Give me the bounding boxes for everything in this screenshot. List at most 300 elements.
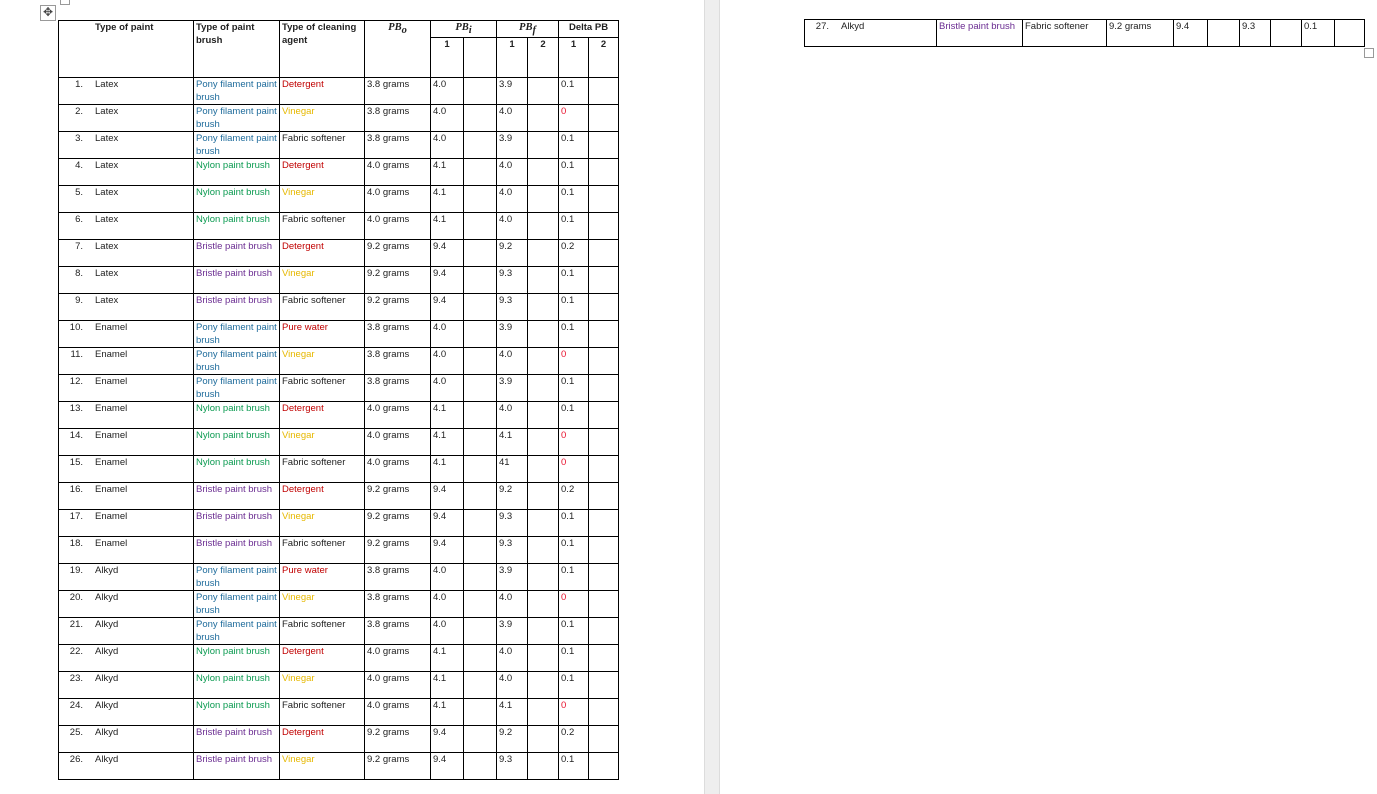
resize-square-icon[interactable]	[1364, 48, 1374, 58]
cell-pb-o: 4.0 grams	[365, 212, 431, 239]
cell-cleaning-agent: Fabric softener	[280, 617, 365, 644]
cell-delta-1: 0	[559, 590, 589, 617]
table-row	[59, 590, 619, 617]
cell-pb-f-1: 9.3	[497, 509, 528, 536]
cell-pb-i-1: 4.0	[431, 320, 464, 347]
cell-pb-f-2	[528, 266, 559, 293]
cell-cleaning-agent: Fabric softener	[280, 698, 365, 725]
table-row	[59, 509, 619, 536]
cell-pb-i-2	[464, 347, 497, 374]
move-arrows-icon[interactable]: ✥	[40, 5, 56, 21]
cell-pb-i-1: 9.4	[431, 536, 464, 563]
cell-brush-type: Bristle paint brush	[194, 293, 280, 320]
cell-pb-f-2	[528, 320, 559, 347]
cell-paint-type	[59, 428, 194, 455]
cell-delta-1: 0	[559, 347, 589, 374]
cell-pb-i-1: 4.1	[431, 455, 464, 482]
cell-pb-i-1: 4.1	[431, 401, 464, 428]
header-pb-f-1: 1	[497, 37, 528, 77]
cell-paint-type	[59, 671, 194, 698]
cell-pb-o: 9.2 grams	[365, 293, 431, 320]
paint-type-label: Alkyd	[95, 753, 119, 765]
page-separator	[704, 0, 720, 794]
cell-paint-type	[805, 20, 937, 47]
cell-brush-type: Pony filament paint brush	[194, 77, 280, 104]
header-pb-o: $PB_o$	[365, 21, 431, 78]
cell-pb-i-1: 4.0	[431, 77, 464, 104]
cell-pb-i-1: 4.1	[431, 671, 464, 698]
table-row	[59, 158, 619, 185]
cell-pb-o: 3.8 grams	[365, 617, 431, 644]
row-number: 17.	[69, 510, 83, 522]
cell-pb-f-1: 4.0	[497, 401, 528, 428]
cell-brush-type: Nylon paint brush	[194, 212, 280, 239]
table-row	[59, 725, 619, 752]
table-row	[59, 131, 619, 158]
cell-delta-1: 0.1	[559, 374, 589, 401]
cell-pb-o: 9.2 grams	[365, 239, 431, 266]
cell-delta-2	[589, 77, 619, 104]
cell-delta-1: 0.2	[559, 482, 589, 509]
row-number: 6.	[75, 213, 83, 225]
cell-pb-f-1: 9.2	[497, 725, 528, 752]
cell-pb-f-1: 4.0	[497, 212, 528, 239]
cell-paint-type	[59, 347, 194, 374]
cell-pb-i-2	[464, 320, 497, 347]
cell-pb-f-1: 4.1	[497, 698, 528, 725]
cell-paint-type	[59, 212, 194, 239]
cell-delta-1: 0.1	[559, 671, 589, 698]
cell-paint-type	[59, 374, 194, 401]
paint-type-label: Alkyd	[95, 618, 119, 630]
cell-delta-1: 0.2	[559, 239, 589, 266]
header-pb-i: $PB_i$	[431, 21, 497, 38]
paint-type-label: Latex	[95, 267, 119, 279]
header-pb-f-2: 2	[528, 37, 559, 77]
cell-pb-f-1: 9.3	[497, 266, 528, 293]
cell-paint-type	[59, 266, 194, 293]
row-number: 16.	[69, 483, 83, 495]
paint-type-label: Alkyd	[95, 591, 119, 603]
cell-pb-f-2	[528, 401, 559, 428]
cell-pb-i-2	[464, 239, 497, 266]
cell-pb-i-2	[464, 455, 497, 482]
paint-type-label: Alkyd	[95, 726, 119, 738]
cell-pb-i-1: 4.1	[431, 644, 464, 671]
cell-pb-f-2	[528, 455, 559, 482]
cell-delta-2	[589, 293, 619, 320]
cell-pb-i-2	[464, 563, 497, 590]
cell-pb-o: 4.0 grams	[365, 644, 431, 671]
cell-brush-type: Nylon paint brush	[194, 671, 280, 698]
cell-delta-1: 0.2	[559, 725, 589, 752]
cell-cleaning-agent: Fabric softener	[280, 374, 365, 401]
cell-brush-type: Bristle paint brush	[194, 266, 280, 293]
cell-pb-i-2	[464, 617, 497, 644]
cell-pb-i-2	[1208, 20, 1240, 47]
cell-cleaning-agent: Detergent	[280, 158, 365, 185]
cell-delta-1: 0.1	[559, 77, 589, 104]
cell-delta-1: 0.1	[559, 320, 589, 347]
cell-pb-o: 3.8 grams	[365, 104, 431, 131]
cell-pb-f-2	[528, 617, 559, 644]
header-cleaning-agent: Type of cleaning agent	[280, 21, 365, 78]
table-row	[59, 374, 619, 401]
header-pb-i-1: 1	[431, 37, 464, 77]
cell-pb-i-2	[464, 725, 497, 752]
cell-pb-f-1: 3.9	[497, 320, 528, 347]
table-row	[59, 401, 619, 428]
cell-pb-f-1: 4.0	[497, 158, 528, 185]
cell-cleaning-agent: Detergent	[280, 77, 365, 104]
cell-pb-f-2	[528, 644, 559, 671]
cell-brush-type: Pony filament paint brush	[194, 563, 280, 590]
table-row	[59, 347, 619, 374]
cell-pb-o: 4.0 grams	[365, 401, 431, 428]
cell-pb-o: 3.8 grams	[365, 131, 431, 158]
cell-pb-o: 9.2 grams	[1107, 20, 1174, 47]
table-row	[59, 752, 619, 779]
cell-pb-o: 9.2 grams	[365, 482, 431, 509]
cell-pb-f-2	[528, 77, 559, 104]
row-number: 23.	[69, 672, 83, 684]
cell-pb-f-2	[528, 509, 559, 536]
cell-pb-i-1: 4.0	[431, 374, 464, 401]
cell-delta-2	[589, 752, 619, 779]
cell-pb-o: 9.2 grams	[365, 509, 431, 536]
row-number: 25.	[69, 726, 83, 738]
cell-pb-i-1: 9.4	[431, 725, 464, 752]
cell-cleaning-agent: Vinegar	[280, 590, 365, 617]
cell-delta-1: 0	[559, 698, 589, 725]
cell-pb-f-1: 4.0	[497, 644, 528, 671]
table-row	[59, 428, 619, 455]
row-number: 26.	[69, 753, 83, 765]
cell-paint-type	[59, 104, 194, 131]
cell-delta-1: 0.1	[1302, 20, 1335, 47]
cell-pb-f-1: 9.3	[497, 752, 528, 779]
cell-cleaning-agent: Vinegar	[280, 509, 365, 536]
cell-delta-1: 0.1	[559, 509, 589, 536]
row-number: 2.	[75, 105, 83, 117]
row-number: 1.	[75, 78, 83, 90]
paint-type-label: Enamel	[95, 429, 128, 441]
cell-cleaning-agent: Fabric softener	[1023, 20, 1107, 47]
cell-pb-f-2	[528, 158, 559, 185]
row-number: 22.	[69, 645, 83, 657]
header-delta-2: 2	[589, 37, 619, 77]
paint-type-label: Latex	[95, 159, 119, 171]
cell-pb-i-2	[464, 158, 497, 185]
cell-pb-f-2	[528, 536, 559, 563]
cell-cleaning-agent: Fabric softener	[280, 536, 365, 563]
cell-delta-2	[589, 212, 619, 239]
cell-pb-o: 9.2 grams	[365, 725, 431, 752]
cell-delta-2	[589, 266, 619, 293]
row-number: 5.	[75, 186, 83, 198]
cell-pb-f-2	[528, 104, 559, 131]
cell-pb-i-2	[464, 374, 497, 401]
cell-cleaning-agent: Vinegar	[280, 104, 365, 131]
cell-brush-type: Nylon paint brush	[194, 185, 280, 212]
header-pb-i-2	[464, 37, 497, 77]
cell-brush-type: Nylon paint brush	[194, 428, 280, 455]
paint-type-label: Enamel	[95, 537, 128, 549]
paint-type-label: Alkyd	[95, 564, 119, 576]
cell-cleaning-agent: Vinegar	[280, 347, 365, 374]
cell-pb-f-1: 3.9	[497, 374, 528, 401]
cell-delta-2	[589, 131, 619, 158]
cell-pb-f-1: 41	[497, 455, 528, 482]
row-number: 21.	[69, 618, 83, 630]
cell-paint-type	[59, 563, 194, 590]
cell-delta-1: 0	[559, 428, 589, 455]
cell-paint-type	[59, 725, 194, 752]
cell-pb-f-1: 3.9	[497, 563, 528, 590]
paint-type-label: Latex	[95, 105, 119, 117]
cell-brush-type: Pony filament paint brush	[194, 347, 280, 374]
cell-pb-i-1: 9.4	[431, 752, 464, 779]
row-number: 14.	[69, 429, 83, 441]
cell-delta-2	[589, 671, 619, 698]
cell-pb-i-2	[464, 212, 497, 239]
table-row	[59, 77, 619, 104]
cell-paint-type	[59, 131, 194, 158]
table-row	[59, 671, 619, 698]
paint-type-label: Enamel	[95, 483, 128, 495]
cell-paint-type	[59, 752, 194, 779]
cell-pb-f-1: 4.0	[497, 590, 528, 617]
cell-delta-2	[589, 725, 619, 752]
cell-paint-type	[59, 590, 194, 617]
cell-pb-o: 3.8 grams	[365, 590, 431, 617]
cell-cleaning-agent: Detergent	[280, 725, 365, 752]
row-number: 11.	[70, 348, 83, 360]
cell-delta-2	[589, 158, 619, 185]
cell-pb-i-2	[464, 131, 497, 158]
paint-type-label: Enamel	[95, 510, 128, 522]
paint-type-label: Latex	[95, 78, 119, 90]
paint-type-label: Alkyd	[95, 699, 119, 711]
cell-delta-1: 0	[559, 455, 589, 482]
cell-paint-type	[59, 293, 194, 320]
cell-pb-o: 9.2 grams	[365, 536, 431, 563]
cell-delta-2	[589, 644, 619, 671]
row-number: 13.	[69, 402, 83, 414]
cell-paint-type	[59, 401, 194, 428]
cell-brush-type: Nylon paint brush	[194, 158, 280, 185]
header-pb-f: $PB_f$	[497, 21, 559, 38]
cell-pb-i-1: 9.4	[431, 509, 464, 536]
paint-type-label: Enamel	[95, 456, 128, 468]
cell-delta-2	[589, 563, 619, 590]
row-number: 9.	[75, 294, 83, 306]
cell-pb-f-2	[528, 563, 559, 590]
paint-type-label: Latex	[95, 186, 119, 198]
cell-brush-type: Bristle paint brush	[937, 20, 1023, 47]
cell-pb-i-2	[464, 77, 497, 104]
cell-delta-1: 0.1	[559, 401, 589, 428]
cell-delta-1: 0.1	[559, 536, 589, 563]
table-corner-handle[interactable]	[60, 0, 70, 5]
paint-type-label: Latex	[95, 132, 119, 144]
cell-pb-f-2	[528, 590, 559, 617]
cell-pb-o: 3.8 grams	[365, 374, 431, 401]
cell-pb-i-1: 9.4	[431, 482, 464, 509]
row-number: 4.	[75, 159, 83, 171]
cell-pb-i-2	[464, 482, 497, 509]
cell-pb-f-2	[528, 131, 559, 158]
cell-brush-type: Nylon paint brush	[194, 455, 280, 482]
cell-paint-type	[59, 698, 194, 725]
paint-type-label: Latex	[95, 213, 119, 225]
cell-delta-2	[589, 185, 619, 212]
row-number: 7.	[75, 240, 83, 252]
cell-cleaning-agent: Detergent	[280, 401, 365, 428]
cell-cleaning-agent: Pure water	[280, 320, 365, 347]
cell-delta-2	[589, 320, 619, 347]
paint-type-label: Alkyd	[95, 672, 119, 684]
cell-brush-type: Nylon paint brush	[194, 401, 280, 428]
cell-cleaning-agent: Fabric softener	[280, 131, 365, 158]
cell-pb-o: 3.8 grams	[365, 77, 431, 104]
cell-pb-o: 4.0 grams	[365, 428, 431, 455]
cell-brush-type: Pony filament paint brush	[194, 320, 280, 347]
cell-brush-type: Bristle paint brush	[194, 536, 280, 563]
cell-pb-f-2	[528, 374, 559, 401]
cell-pb-o: 4.0 grams	[365, 455, 431, 482]
cell-delta-1: 0.1	[559, 617, 589, 644]
cell-pb-i-2	[464, 293, 497, 320]
cell-brush-type: Bristle paint brush	[194, 509, 280, 536]
cell-pb-i-2	[464, 590, 497, 617]
paint-type-label: Latex	[95, 294, 119, 306]
table-row	[59, 563, 619, 590]
cell-pb-i-2	[464, 401, 497, 428]
cell-cleaning-agent: Vinegar	[280, 428, 365, 455]
cell-pb-f-1: 9.2	[497, 239, 528, 266]
row-number: 19.	[69, 564, 83, 576]
cell-brush-type: Pony filament paint brush	[194, 374, 280, 401]
cell-pb-f-2	[1271, 20, 1302, 47]
row-number: 8.	[75, 267, 83, 279]
table-row	[59, 320, 619, 347]
cell-pb-f-1: 3.9	[497, 617, 528, 644]
cell-pb-o: 4.0 grams	[365, 671, 431, 698]
cell-pb-i-1: 9.4	[431, 293, 464, 320]
document-page-right	[720, 0, 1377, 794]
cell-cleaning-agent: Vinegar	[280, 752, 365, 779]
cell-pb-i-1: 4.1	[431, 212, 464, 239]
cell-cleaning-agent: Fabric softener	[280, 455, 365, 482]
cell-paint-type	[59, 77, 194, 104]
table-row	[59, 536, 619, 563]
row-number: 18.	[69, 537, 83, 549]
cell-pb-i-1: 9.4	[431, 266, 464, 293]
table-row	[59, 266, 619, 293]
cell-delta-2	[589, 104, 619, 131]
cell-pb-o: 9.2 grams	[365, 266, 431, 293]
cell-brush-type: Bristle paint brush	[194, 725, 280, 752]
cell-pb-f-1: 3.9	[497, 131, 528, 158]
cell-pb-f-1: 9.3	[497, 536, 528, 563]
cell-pb-i-2	[464, 509, 497, 536]
cell-delta-1: 0.1	[559, 212, 589, 239]
cell-delta-2	[589, 239, 619, 266]
cell-brush-type: Pony filament paint brush	[194, 590, 280, 617]
cell-pb-o: 9.2 grams	[365, 752, 431, 779]
cell-delta-1: 0.1	[559, 293, 589, 320]
cell-pb-i-1: 4.1	[431, 185, 464, 212]
cell-pb-f-1: 4.0	[497, 104, 528, 131]
cell-delta-1: 0	[559, 104, 589, 131]
cell-pb-f-2	[528, 671, 559, 698]
cell-pb-f-2	[528, 239, 559, 266]
paint-type-label: Latex	[95, 240, 119, 252]
cell-pb-i-1: 4.0	[431, 617, 464, 644]
cell-pb-f-1: 3.9	[497, 77, 528, 104]
cell-paint-type	[59, 536, 194, 563]
cell-pb-i-2	[464, 185, 497, 212]
header-paint-type: Type of paint	[59, 21, 194, 78]
cell-cleaning-agent: Vinegar	[280, 266, 365, 293]
cell-brush-type: Pony filament paint brush	[194, 104, 280, 131]
table-row	[59, 482, 619, 509]
cell-paint-type	[59, 482, 194, 509]
cell-pb-i-2	[464, 671, 497, 698]
cell-pb-i-1: 4.1	[431, 428, 464, 455]
table-row	[59, 698, 619, 725]
cell-pb-f-2	[528, 725, 559, 752]
cell-pb-i-2	[464, 752, 497, 779]
cell-delta-2	[589, 509, 619, 536]
row-number: 3.	[75, 132, 83, 144]
cell-delta-1: 0.1	[559, 752, 589, 779]
cell-pb-i-2	[464, 536, 497, 563]
cell-pb-i-2	[464, 644, 497, 671]
cell-cleaning-agent: Fabric softener	[280, 212, 365, 239]
row-number: 27.	[815, 21, 829, 32]
cell-brush-type: Pony filament paint brush	[194, 131, 280, 158]
cell-pb-i-2	[464, 698, 497, 725]
cell-pb-i-1: 4.0	[431, 563, 464, 590]
cell-pb-f-1: 4.0	[497, 671, 528, 698]
cell-pb-i-2	[464, 266, 497, 293]
cell-pb-f-1: 9.3	[497, 293, 528, 320]
cell-paint-type	[59, 644, 194, 671]
table-row	[59, 239, 619, 266]
cell-delta-2	[589, 590, 619, 617]
table-row	[59, 104, 619, 131]
cell-pb-o: 3.8 grams	[365, 563, 431, 590]
cell-pb-i-1: 9.4	[431, 239, 464, 266]
cell-delta-2	[589, 455, 619, 482]
cell-pb-i-2	[464, 104, 497, 131]
cell-pb-o: 4.0 grams	[365, 698, 431, 725]
table-row	[59, 212, 619, 239]
cell-paint-type	[59, 239, 194, 266]
table-row	[59, 185, 619, 212]
cell-brush-type: Nylon paint brush	[194, 698, 280, 725]
cell-delta-2	[589, 428, 619, 455]
header-brush-type: Type of paint brush	[194, 21, 280, 78]
cell-pb-f-2	[528, 698, 559, 725]
cell-brush-type: Nylon paint brush	[194, 644, 280, 671]
cell-pb-f-2	[528, 185, 559, 212]
cell-pb-f-1: 4.1	[497, 428, 528, 455]
cell-pb-i-1: 4.0	[431, 104, 464, 131]
cell-pb-f-1: 9.3	[1240, 20, 1271, 47]
